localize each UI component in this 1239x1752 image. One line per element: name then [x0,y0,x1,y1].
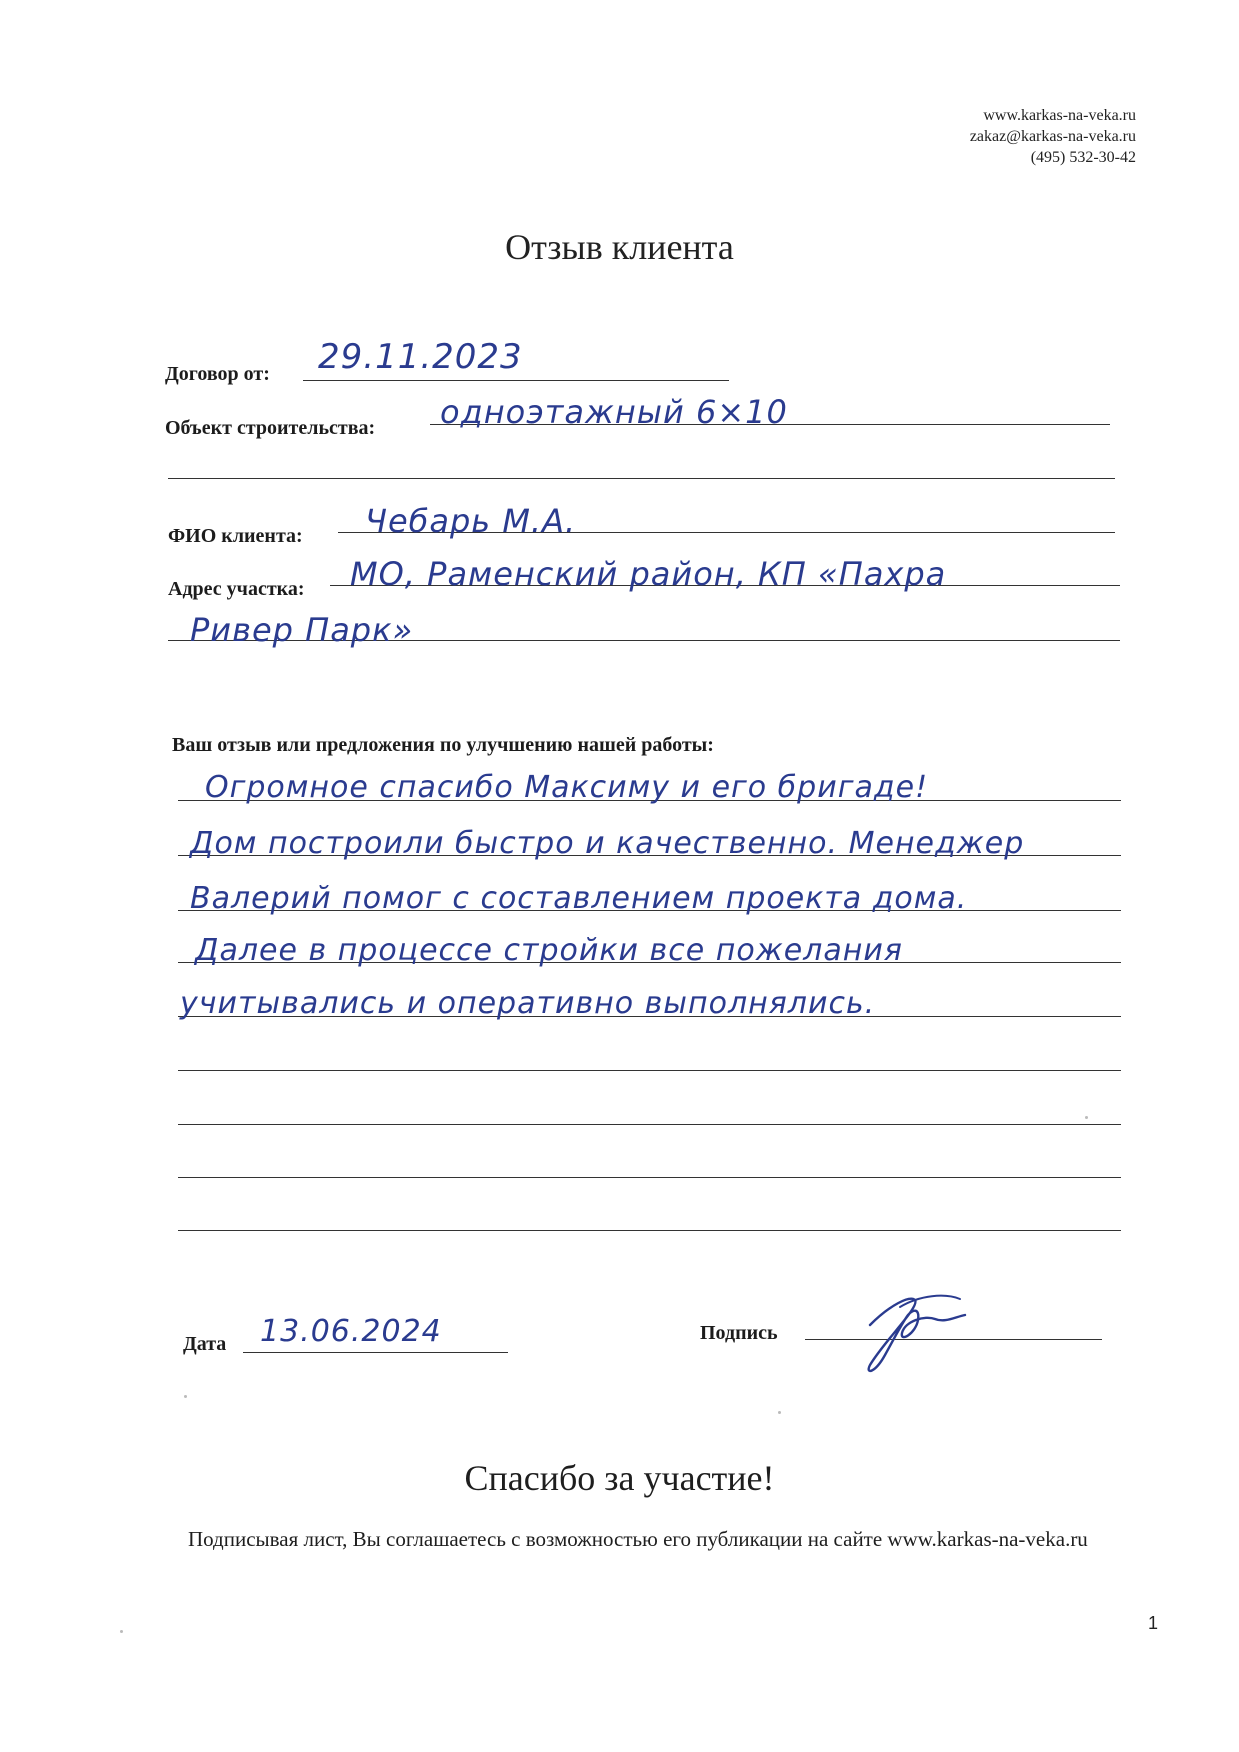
thanks-heading: Спасибо за участие! [464,1458,775,1498]
date-value: 13.06.2024 [260,1314,442,1349]
contract-label: Договор от: [165,363,270,385]
signature-label: Подпись [700,1322,778,1344]
feedback-line-6 [178,1070,1121,1071]
feedback-text-line: Далее в процессе стройки все пожелания [195,933,903,968]
contract-line [303,380,729,381]
contract-date-value: 29.11.2023 [318,337,523,377]
website-link: www.karkas-na-veka.ru [983,107,1136,124]
feedback-text-line: Дом построили быстро и качественно. Менеджер [190,826,1025,861]
scan-speck [120,1630,123,1633]
date-line [243,1352,508,1353]
scan-speck [778,1411,781,1414]
address-label: Адрес участка: [168,578,305,600]
feedback-line-9 [178,1230,1121,1231]
feedback-text-line: учитывались и оперативно выполнялись. [180,986,876,1021]
feedback-text-line: Валерий помог с составлением проекта дома. [190,881,968,916]
feedback-label: Ваш отзыв или предложения по улучшению нашей работы: [172,734,714,756]
address-value-line2: Ривер Парк» [190,611,414,649]
consent-text: Подписывая лист, Вы соглашаетесь с возможностью его публикации на сайте www.karkas-na-veka.ru [188,1527,1088,1551]
email-address: zakaz@karkas-na-veka.ru [969,128,1136,145]
scan-speck [1085,1116,1088,1119]
feedback-text-line: Огромное спасибо Максиму и его бригаде! [205,770,929,805]
page-number: 1 [1148,1613,1159,1633]
object-value: одноэтажный 6×10 [440,393,788,431]
client-name-value: Чебарь М.А. [365,502,577,540]
page-title: Отзыв клиента [505,227,734,267]
client-label: ФИО клиента: [168,525,303,547]
contact-block [970,105,1136,168]
object-label: Объект строительства: [165,417,376,439]
feedback-line-8 [178,1177,1121,1178]
phone-number: (495) 532-30-42 [1030,149,1136,166]
object-line-2 [168,478,1115,479]
feedback-line-7 [178,1124,1121,1125]
handwritten-signature [840,1285,1000,1380]
address-value-line1: МО, Раменский район, КП «Пахра [350,555,947,593]
date-label: Дата [183,1333,227,1355]
scan-speck [184,1395,187,1398]
